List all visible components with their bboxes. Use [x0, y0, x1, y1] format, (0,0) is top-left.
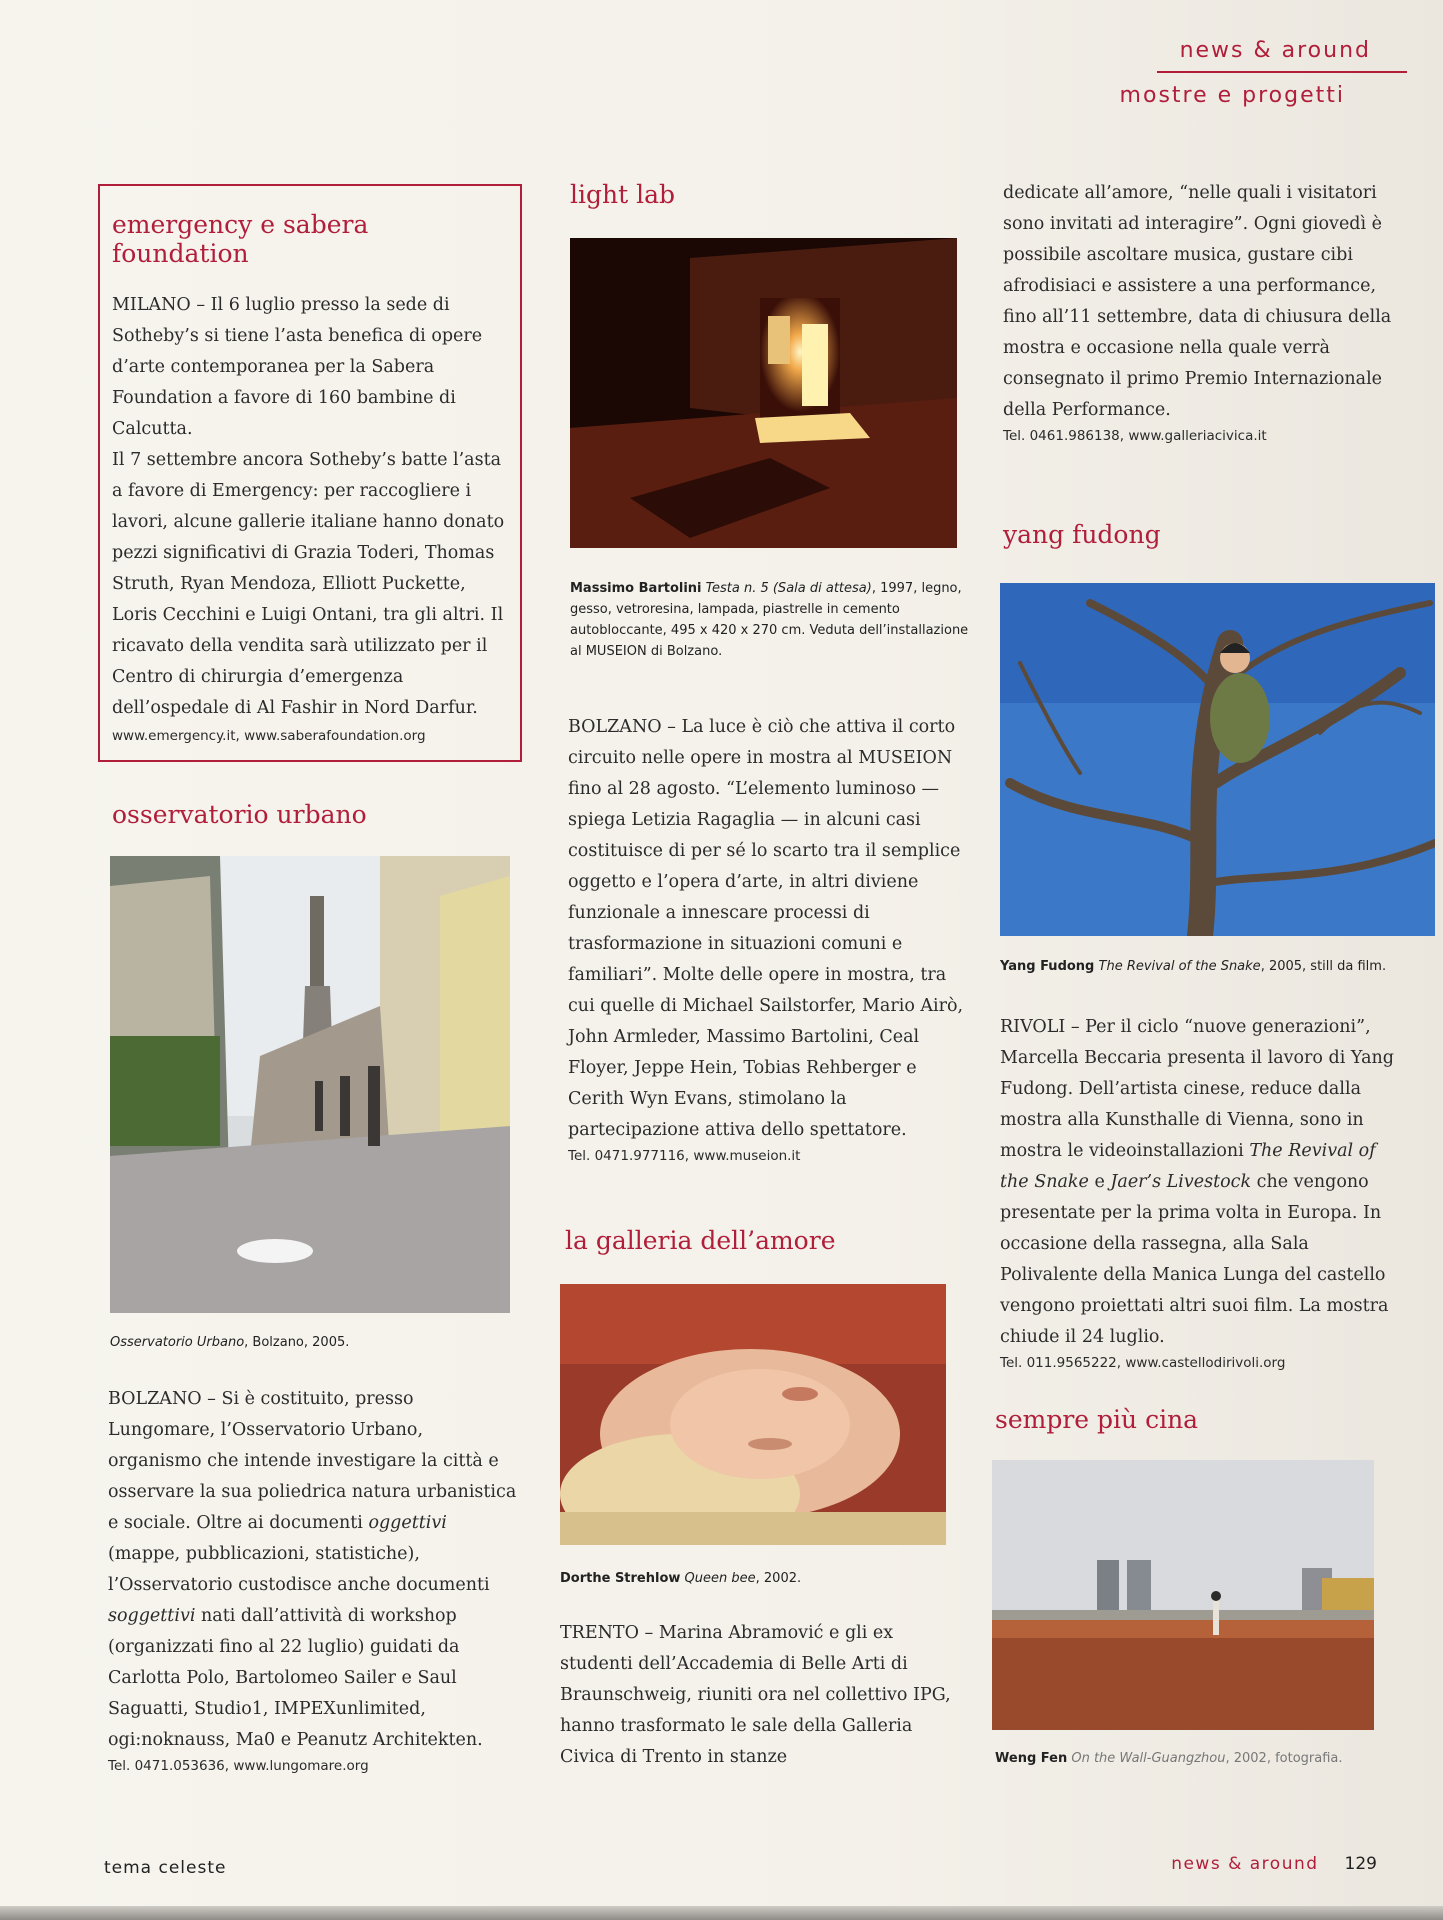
- galleria-caption-rest: , 2002.: [755, 1571, 802, 1586]
- galleria-title: la galleria dell’amore: [565, 1226, 836, 1255]
- yang-text-b: e: [1088, 1172, 1111, 1192]
- page-number: 129: [1344, 1854, 1377, 1874]
- osservatorio-text-em1: oggettivi: [368, 1513, 447, 1533]
- lightlab-caption-work: Testa n. 5 (Sala di attesa): [705, 581, 872, 596]
- galleria-heading: [565, 1226, 965, 1255]
- cina-photo: [992, 1460, 1374, 1730]
- section-header: [1120, 38, 1407, 108]
- osservatorio-text-b: (mappe, pubblicazioni, statistiche), l’Osservatorio custodisce anche documenti: [108, 1544, 490, 1595]
- osservatorio-text-c: nati dall’attività di workshop (organizzati fino al 22 luglio) guidati da Carlotta Polo, Bartolomeo Sailer e Saul Saguatti, Studio1, IMPEXunlimited, ogi:noknauss, Ma0 e Peanutz Architekten.: [108, 1606, 483, 1750]
- cina-caption-artist: Weng Fen: [995, 1751, 1068, 1766]
- lightlab-caption: [570, 578, 970, 662]
- yang-caption: [1000, 956, 1420, 977]
- emergency-contact: www.emergency.it, www.saberafoundation.org: [112, 728, 426, 744]
- emergency-title: emergency e sabera foundation: [112, 210, 369, 268]
- yang-text-em1: The Revival of the Snake: [1000, 1141, 1376, 1192]
- galleria-caption-work: Queen bee: [684, 1571, 756, 1586]
- lightlab-paragraph: BOLZANO – La luce è ciò che attiva il corto circuito nelle opere in mostra al MUSEION fino al 28 agosto. “L’elemento luminoso — spiega Letizia Ragaglia — in alcuni casi costituisce di per sé lo scarto tra il semplice oggetto e l’opera d’arte, in altri diviene funzionale a innescare processi di trasformazione in situazioni comuni e familiari”. Molte delle opere in mostra, tra cui quelle di Michael Sailstorfer, Mario Airò, John Armleder, Massimo Bartolini, Ceal Floyer, Jeppe Hein, Tobias Rehberger e Cerith Wyn Evans, stimolano la partecipazione attiva dello spettatore.: [568, 717, 964, 1140]
- osservatorio-body: [108, 1384, 518, 1774]
- galleria-paragraph-1: TRENTO – Marina Abramović e gli ex studenti dell’Accademia di Belle Arti di Braunschweig, riuniti ora nel collettivo IPG, hanno trasformato le sale della Galleria Civica di Trento in stanze: [560, 1623, 951, 1767]
- cina-heading: [995, 1405, 1395, 1434]
- yang-text-a: RIVOLI – Per il ciclo “nuove generazioni”, Marcella Beccaria presenta il lavoro di Yang Fudong. Dell’artista cinese, reduce dalla mostra alla Kunsthalle di Vienna, sono in mostra le videoinstallazioni: [1000, 1017, 1394, 1161]
- galleria-contact: Tel. 0461.986138, www.galleriacivica.it: [1003, 428, 1267, 444]
- footer-section-label: news & around: [1171, 1854, 1319, 1874]
- osservatorio-caption: [110, 1332, 520, 1353]
- osservatorio-contact: Tel. 0471.053636, www.lungomare.org: [108, 1758, 369, 1774]
- yang-text-em2: Jaer’s Livestock: [1110, 1172, 1252, 1192]
- galleria-photo: [560, 1284, 946, 1545]
- osservatorio-photo: [110, 856, 510, 1313]
- lightlab-photo: [570, 238, 957, 548]
- osservatorio-text-a: BOLZANO – Si è costituito, presso Lungomare, l’Osservatorio Urbano, organismo che intende investigare la città e osservare la sua poliedrica natura urbanistica e sociale. Oltre ai documenti: [108, 1389, 517, 1533]
- lightlab-caption-rest: , 1997, legno, gesso, vetroresina, lampada, piastrelle in cemento autobloccante, 495 x 420 x 270 cm. Veduta dell’installazione al MUSEION di Bolzano.: [570, 581, 969, 659]
- page-edge: [0, 1906, 1443, 1920]
- galleria-body-2: [1003, 178, 1393, 444]
- footer-magazine: tema celeste: [104, 1858, 227, 1878]
- galleria-body-1: [560, 1618, 960, 1773]
- osservatorio-article: [112, 800, 522, 829]
- yang-caption-artist: Yang Fudong: [1000, 959, 1095, 974]
- footer-section: [1171, 1854, 1377, 1874]
- emergency-article: [112, 210, 512, 744]
- galleria-paragraph-2: dedicate all’amore, “nelle quali i visitatori sono invitati ad interagire”. Ogni giovedì è possibile ascoltare musica, gustare cibi afrodisiaci e assistere a una performance, fino all’11 settembre, data di chiusura della mostra e occasione nella quale verrà consegnato il primo Premio Internazionale della Performance.: [1003, 183, 1392, 420]
- lightlab-body: [568, 712, 968, 1164]
- yang-body: [1000, 1012, 1400, 1371]
- yang-title: yang fudong: [1003, 520, 1161, 549]
- lightlab-title: light lab: [570, 180, 675, 209]
- osservatorio-caption-rest: , Bolzano, 2005.: [244, 1335, 350, 1350]
- cina-title: sempre più cina: [995, 1405, 1199, 1434]
- header-rule: [1157, 71, 1407, 73]
- galleria-caption-artist: Dorthe Strehlow: [560, 1571, 681, 1586]
- yang-contact: Tel. 011.9565222, www.castellodirivoli.org: [1000, 1355, 1286, 1371]
- yang-text-c: che vengono presentate per la prima volta in Europa. In occasione della rassegna, alla Sala Polivalente della Manica Lunga del castello vengono proiettati altri suoi film. La mostra chiude il 24 luglio.: [1000, 1172, 1389, 1347]
- lightlab-caption-artist: Massimo Bartolini: [570, 581, 702, 596]
- cina-caption: [995, 1748, 1395, 1769]
- yang-caption-work: The Revival of the Snake: [1098, 959, 1261, 974]
- emergency-paragraph-1: MILANO – Il 6 luglio presso la sede di Sotheby’s si tiene l’asta benefica di opere d’arte contemporanea per la Sabera Foundation a favore di 160 bambine di Calcutta.: [112, 295, 483, 439]
- cina-caption-work: On the Wall-Guangzhou: [1071, 1751, 1226, 1766]
- osservatorio-title: osservatorio urbano: [112, 800, 367, 829]
- galleria-caption: [560, 1568, 960, 1589]
- yang-heading: [1003, 520, 1393, 549]
- yang-caption-rest: , 2005, still da film.: [1260, 959, 1387, 974]
- lightlab-heading: [570, 180, 970, 209]
- osservatorio-caption-title: Osservatorio Urbano: [110, 1335, 245, 1350]
- header-line2: mostre e progetti: [1119, 83, 1345, 108]
- osservatorio-text-em2: soggettivi: [108, 1606, 196, 1626]
- lightlab-contact: Tel. 0471.977116, www.museion.it: [568, 1148, 801, 1164]
- header-line1: news & around: [1179, 38, 1371, 63]
- emergency-paragraph-2: Il 7 settembre ancora Sotheby’s batte l’asta a favore di Emergency: per raccogliere i lavori, alcune gallerie italiane hanno donato pezzi significativi di Grazia Toderi, Thomas Struth, Ryan Mendoza, Elliott Puckette, Loris Cecchini e Luigi Ontani, tra gli altri. Il ricavato della vendita sarà utilizzato per il Centro di chirurgia d’emergenza dell’ospedale di Al Fashir in Nord Darfur.: [112, 450, 505, 718]
- yang-photo: [1000, 583, 1435, 936]
- cina-caption-rest: , 2002, fotografia.: [1225, 1751, 1343, 1766]
